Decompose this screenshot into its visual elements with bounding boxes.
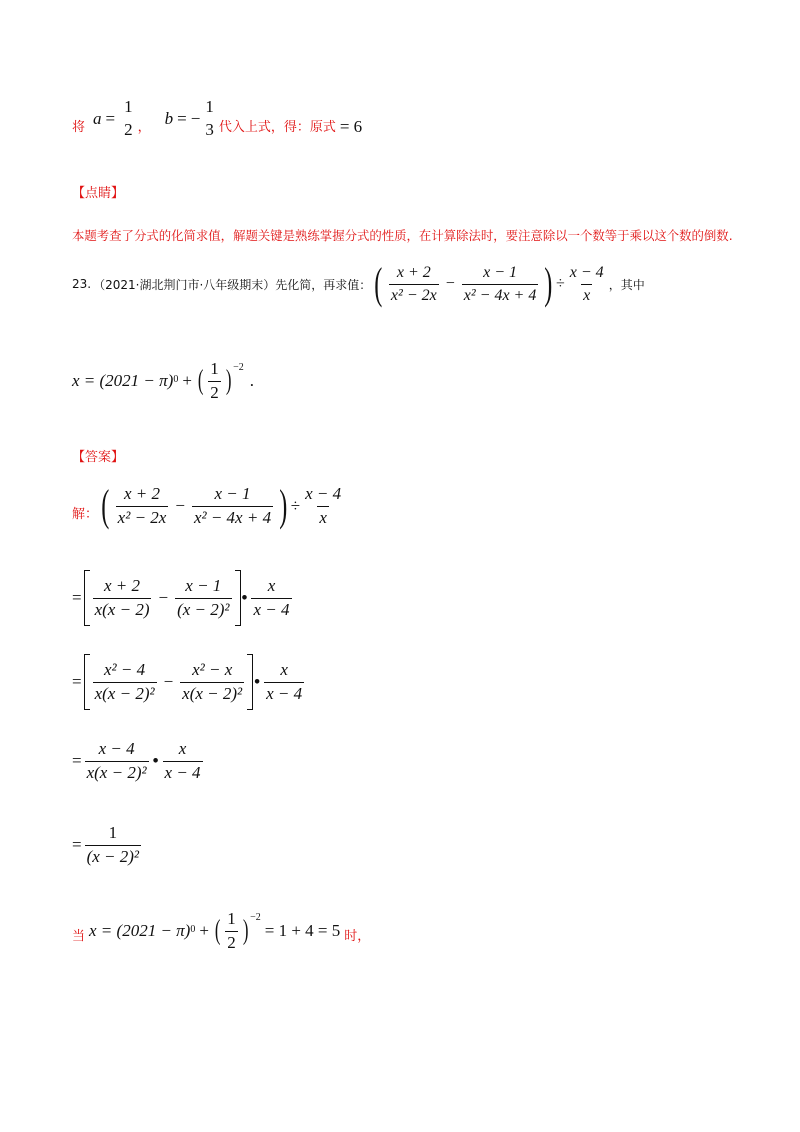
denominator: x(x − 2)² — [94, 683, 155, 703]
denominator: x² − 4x + 4 — [462, 284, 539, 305]
fraction-third — [203, 98, 216, 139]
exponent-neg2: −2 — [233, 361, 244, 373]
multiply-dot: • — [152, 751, 159, 771]
denominator: (x − 2)² — [177, 599, 230, 619]
question-number: 23. — [72, 277, 92, 291]
minus-sign: − — [190, 108, 201, 128]
denominator: x² − 2x — [117, 507, 167, 527]
denominator: 2 — [227, 932, 236, 952]
solution-step-4 — [72, 824, 144, 866]
minus-sign: − — [445, 275, 455, 292]
numerator: x − 4 — [305, 483, 342, 503]
eq-sign: = — [72, 588, 82, 607]
solution-step-0 — [72, 481, 346, 530]
left-paren: ( — [374, 259, 383, 308]
dianjing-body: 本题考查了分式的化简求值，解题关键是熟练掌握分式的性质，在计算除法时，要注意除以一个数等于乘以这个数的倒数. — [72, 228, 733, 243]
fraction-3 — [568, 264, 606, 304]
question-tail: ，其中 — [608, 277, 645, 292]
numerator: x − 1 — [483, 263, 517, 281]
var-b: b — [164, 108, 174, 128]
fraction-half — [225, 910, 238, 952]
right-bracket — [235, 570, 241, 626]
multiply-dot: • — [241, 588, 248, 607]
numerator: 1 — [227, 909, 236, 928]
fraction-c — [303, 485, 343, 527]
x-value-line — [72, 360, 254, 402]
question-source: （2021·湖北荆门市·八年级期末）先化简，再求值： — [93, 277, 372, 292]
divide-sign: ÷ — [556, 275, 565, 292]
sub-result: = 6 — [339, 117, 363, 137]
final-line — [72, 910, 370, 952]
fraction-half — [122, 98, 135, 139]
denominator: x(x − 2)² — [182, 683, 243, 703]
right-paren: ) — [279, 481, 288, 530]
fraction-a — [93, 577, 152, 619]
minus-sign: − — [158, 588, 169, 607]
fraction-c — [251, 577, 291, 619]
divide-sign: ÷ — [290, 496, 301, 515]
denominator: x − 4 — [266, 683, 303, 703]
denominator: 2 — [124, 119, 133, 139]
solution-step-3 — [72, 740, 206, 782]
numerator: 1 — [108, 823, 118, 842]
denominator: 3 — [205, 119, 214, 139]
eq-sign: = — [105, 108, 116, 128]
left-bracket — [84, 570, 90, 626]
jie-label: 解： — [72, 507, 99, 522]
denominator: x — [319, 507, 327, 527]
denominator: x² − 4x + 4 — [193, 507, 272, 527]
right-bracket — [247, 654, 253, 710]
final-suffix: 时， — [344, 929, 371, 945]
minus-sign: − — [163, 672, 174, 691]
solution-step-1 — [72, 570, 295, 626]
numerator: x² − 4 — [104, 659, 146, 679]
numerator: x + 2 — [396, 263, 431, 281]
sub-prefix: 将 — [72, 120, 86, 136]
comma: ， — [137, 120, 151, 136]
right-paren: ) — [225, 365, 232, 397]
eq-sign: = — [177, 108, 187, 128]
numerator: x — [280, 659, 288, 679]
left-paren: ( — [101, 481, 110, 530]
denominator: x − 4 — [253, 599, 290, 619]
right-paren: ) — [242, 915, 249, 947]
denominator: x(x − 2)² — [86, 762, 147, 782]
solution-step-2 — [72, 654, 307, 710]
eq-sign: = — [72, 751, 82, 771]
period: . — [249, 371, 254, 391]
dianjing-heading: 【点睛】 — [72, 186, 125, 201]
fraction-a — [85, 740, 149, 782]
final-rhs: = 1 + 4 = 5 — [264, 921, 341, 941]
fraction-1 — [389, 264, 439, 304]
right-paren: ) — [544, 259, 553, 308]
numerator: x — [267, 575, 276, 595]
left-paren: ( — [214, 915, 221, 947]
fraction-c — [264, 661, 304, 703]
fraction-b — [180, 661, 244, 703]
left-paren: ( — [197, 365, 204, 397]
denominator: 2 — [210, 382, 219, 402]
denominator: x(x − 2) — [94, 599, 150, 619]
numerator: x + 2 — [104, 575, 141, 595]
x-expression: x = (2021 − π) — [89, 921, 191, 941]
numerator: 1 — [124, 97, 133, 116]
eq-sign: = — [72, 672, 82, 691]
exponent-zero: 0 — [173, 373, 179, 385]
final-prefix: 当 — [72, 929, 86, 945]
fraction-2 — [462, 264, 539, 304]
exponent-zero: 0 — [190, 923, 196, 935]
var-a: a — [93, 108, 102, 128]
fraction-b — [192, 485, 273, 527]
numerator: x − 4 — [98, 739, 135, 758]
numerator: x² − x — [192, 659, 233, 679]
denominator: x — [581, 284, 592, 305]
minus-sign: − — [175, 496, 185, 515]
left-bracket — [84, 654, 90, 710]
plus-sign: + — [199, 921, 209, 941]
multiply-dot: • — [254, 672, 261, 691]
fraction-a — [116, 485, 169, 527]
numerator: x — [178, 739, 187, 758]
denominator: (x − 2)² — [86, 846, 140, 866]
numerator: x + 2 — [123, 483, 161, 503]
fraction-b — [175, 577, 231, 619]
plus-sign: + — [182, 371, 192, 391]
answer-heading: 【答案】 — [72, 450, 125, 465]
denominator: x² − 2x — [389, 284, 439, 305]
numerator: x − 1 — [214, 483, 251, 503]
numerator: 1 — [205, 97, 214, 116]
substitution-line — [72, 98, 366, 139]
x-expression: x = (2021 − π) — [72, 371, 174, 391]
exponent-neg2: −2 — [250, 911, 261, 923]
numerator: 1 — [210, 359, 219, 378]
fraction-result — [85, 824, 141, 866]
denominator: x − 4 — [164, 762, 201, 782]
eq-sign: = — [72, 835, 82, 855]
numerator: x − 4 — [569, 263, 604, 281]
question-23 — [72, 259, 645, 308]
fraction-a — [93, 661, 157, 703]
numerator: x − 1 — [185, 575, 222, 595]
sub-text: 代入上式，得：原式 — [218, 120, 336, 136]
fraction-c — [163, 740, 203, 782]
fraction-half — [208, 360, 221, 402]
